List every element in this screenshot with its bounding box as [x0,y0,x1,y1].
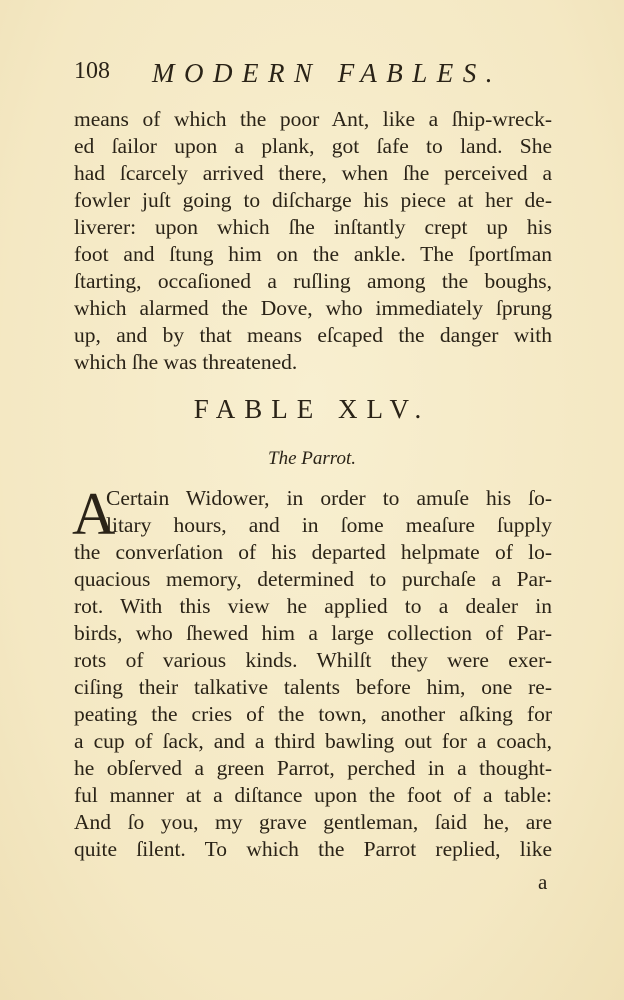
text-line: rot. With this view he applied to a dealer in [74,594,552,618]
text-line: ful manner at a diſtance upon the foot of a table: [74,783,552,807]
text-line: birds, who ſhewed him a large collection of Par- [74,621,552,645]
text-line: which alarmed the Dove, who immediately ſprung [74,296,552,320]
text-line: a cup of ſack, and a third bawling out for a coach, [74,729,552,753]
text-line: quacious memory, determined to purchaſe a Par- [74,567,552,591]
text-line: Certain Widower, in order to amuſe his ſo- [106,486,552,510]
running-title: MODERN FABLES. [152,58,502,88]
text-line: ſtarting, occaſioned a ruſling among the boughs, [74,269,552,293]
text-line: he obſerved a green Parrot, perched in a thought- [74,756,552,780]
text-line: up, and by that means eſcaped the danger with [74,323,552,347]
text-line: foot and ſtung him on the ankle. The ſportſman [74,242,552,266]
text-line: fowler juſt going to diſcharge his piece at her de- [74,188,552,212]
drop-cap: A [72,481,116,547]
text-line: quite ſilent. To which the Parrot replied, like [74,837,552,861]
fable-subtitle: The Parrot. [268,448,356,469]
running-header [74,54,552,90]
text-line: the converſation of his departed helpmate of lo- [74,540,552,564]
text-line: which ſhe was threatened. [74,350,298,374]
text-line: ciſing their talkative talents before him, one re- [74,675,552,699]
text-line: means of which the poor Ant, like a ſhip-wreck- [74,107,552,131]
text-line: litary hours, and in ſome meaſure ſupply [106,513,552,537]
text-line: And ſo you, my grave gentleman, ſaid he, are [74,810,552,834]
text-line: had ſcarcely arrived there, when ſhe perceived a [74,161,552,185]
text-line: peating the cries of the town, another aſking for [74,702,552,726]
page-number: 108 [74,58,110,84]
text-line: liverer: upon which ſhe inſtantly crept up his [74,215,552,239]
fable-heading: FABLE XLV. [193,394,431,424]
text-line: rots of various kinds. Whilſt they were exer- [74,648,552,672]
text-line: ed ſailor upon a plank, got ſafe to land. She [74,134,552,158]
catchword: a [538,870,548,894]
